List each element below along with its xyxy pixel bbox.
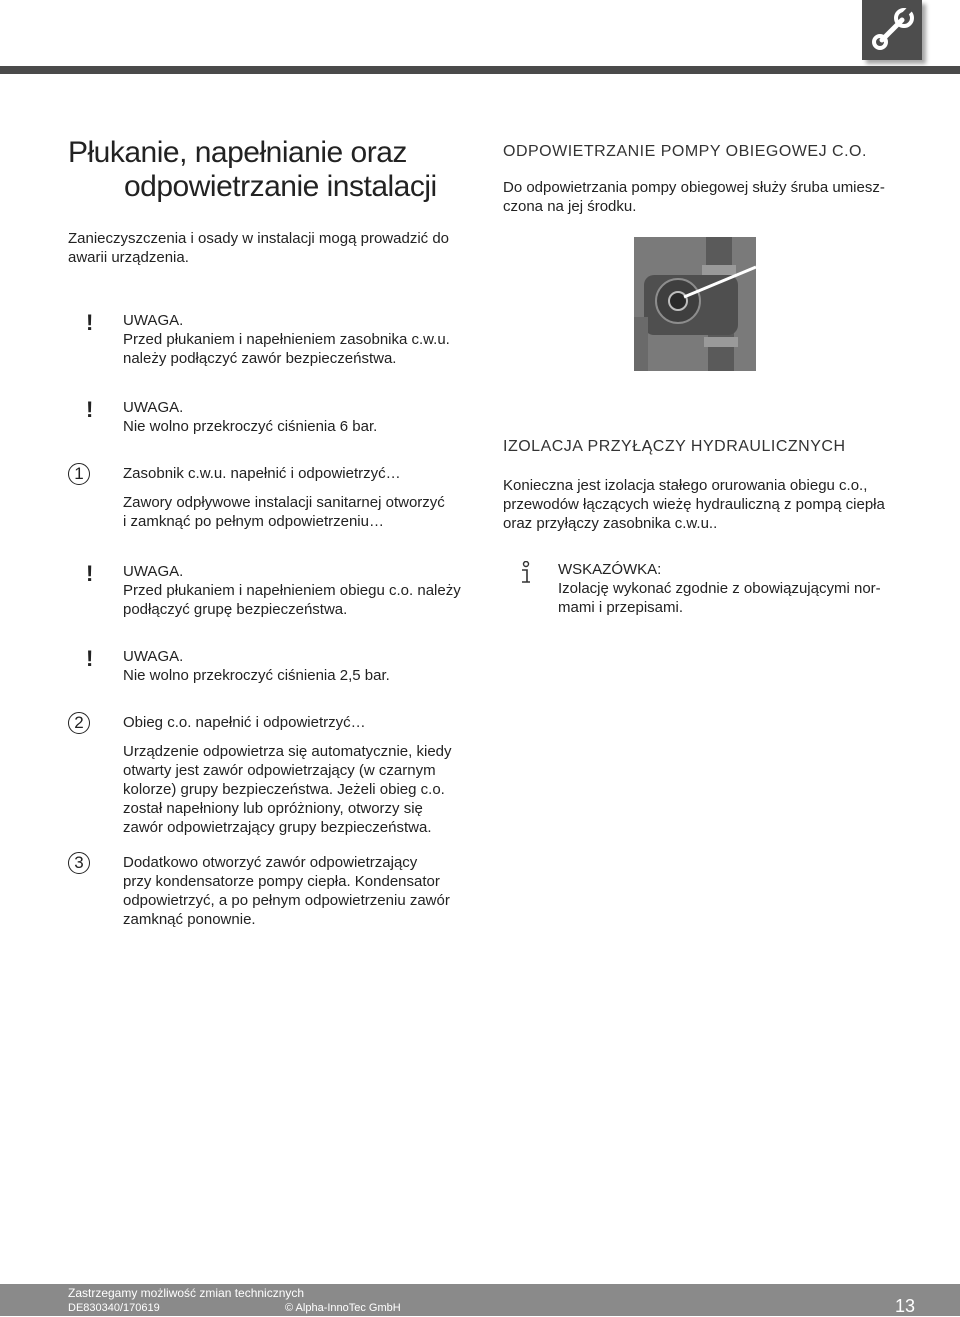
warning-block-4 [123,647,390,685]
warning-line: Przed płukaniem i napełnieniem obiegu c.o. należy [123,582,461,599]
wrench-icon [862,0,922,60]
step-1-detail-line: Zawory odpływowe instalacji sanitarnej otworzyć [123,494,445,511]
insulation-line: oraz przyłączy zasobnika c.w.u.. [503,515,718,532]
footer-notice: Zastrzegamy możliwość zmian technicznych [68,1286,305,1300]
warning-heading: UWAGA. [123,563,184,580]
wrench-icon-box [862,0,922,60]
warning-block-3 [123,562,461,619]
tip-heading: WSKAZÓWKA: [558,561,662,578]
title-line-1: Płukanie, napełnianie oraz [68,136,407,169]
tip-line: Izolację wykonać zgodnie z obowiązującymi nor- [558,580,881,597]
footer-doc-id: DE830340/170619 [68,1302,160,1314]
warning-line: podłączyć grupę bezpieczeństwa. [123,601,348,618]
warning-line: Nie wolno przekroczyć ciśnienia 2,5 bar. [123,667,390,684]
tip-line: mami i przepisami. [558,599,684,616]
footer-copyright: © Alpha-InnoTec GmbH [285,1302,401,1314]
warning-heading: UWAGA. [123,648,184,665]
step-2-detail-line: zawór odpowietrzający grupy bezpieczeństwa. [123,819,432,836]
pump-section-heading: ODPOWIETRZANIE POMPY OBIEGOWEJ C.O. [503,143,867,160]
title-line-2: odpowietrzanie instalacji [124,170,437,203]
step-3-line: Dodatkowo otworzyć zawór odpowietrzający [123,854,418,871]
step-3-text [123,853,450,929]
step-2-detail-line: otwarty jest zawór odpowietrzający (w czarnym [123,762,436,779]
step-number-3: 3 [68,852,90,874]
step-2-detail-line: kolorze) grupy bezpieczeństwa. Jeżeli obieg c.o. [123,781,445,798]
step-2-text: Obieg c.o. napełnić i odpowietrzyć… [123,714,366,731]
info-icon [518,561,534,585]
warning-icon: ! [86,310,94,335]
insulation-line: Konieczna jest izolacja stałego orurowania obiegu c.o., [503,477,868,494]
intro-line-1: Zanieczyszczenia i osady w instalacji mogą prowadzić do [68,230,450,247]
step-2-detail-line: Urządzenie odpowietrza się automatycznie, kiedy [123,743,452,760]
intro-line-2: awarii urządzenia. [68,249,189,266]
insulation-section-heading: IZOLACJA PRZYŁĄCZY HYDRAULICZNYCH [503,438,846,455]
warning-icon: ! [86,646,94,671]
step-1-text: Zasobnik c.w.u. napełnić i odpowietrzyć… [123,465,401,482]
step-2-detail-line: został napełniony lub opróżniony, otworzy się [123,800,423,817]
pump-section-line: Do odpowietrzania pompy obiegowej służy śruba umiesz- [503,179,885,196]
warning-heading: UWAGA. [123,399,184,416]
step-2-detail [123,742,452,837]
pump-section-text [503,178,885,216]
warning-line: Przed płukaniem i napełnieniem zasobnika c.w.u. [123,331,450,348]
page-number: 13 [895,1296,916,1316]
page-title [68,136,437,204]
warning-line: należy podłączyć zawór bezpieczeństwa. [123,350,397,367]
insulation-section-text [503,476,885,533]
step-3-line: przy kondensatorze pompy ciepła. Kondensator [123,873,440,890]
header-bar [0,66,960,74]
warning-icon: ! [86,561,94,586]
pump-photo [634,237,756,371]
warning-line: Nie wolno przekroczyć ciśnienia 6 bar. [123,418,378,435]
warning-block-1 [123,311,450,368]
intro-paragraph [68,229,449,267]
pump-section-line: czona na jej środku. [503,198,637,215]
step-number-2: 2 [68,712,90,734]
tip-block [558,560,881,617]
pump-illustration [634,237,756,371]
warning-heading: UWAGA. [123,312,184,329]
step-3-line: odpowietrzyć, a po pełnym odpowietrzeniu zawór [123,892,450,909]
step-1-detail-line: i zamknąć po pełnym odpowietrzeniu… [123,513,384,530]
warning-block-2 [123,398,377,436]
step-3-line: zamknąć ponownie. [123,911,256,928]
insulation-line: przewodów łączących wieżę hydrauliczną z pompą ciepła [503,496,885,513]
step-number-1: 1 [68,463,90,485]
step-1-detail [123,493,445,531]
warning-icon: ! [86,397,94,422]
